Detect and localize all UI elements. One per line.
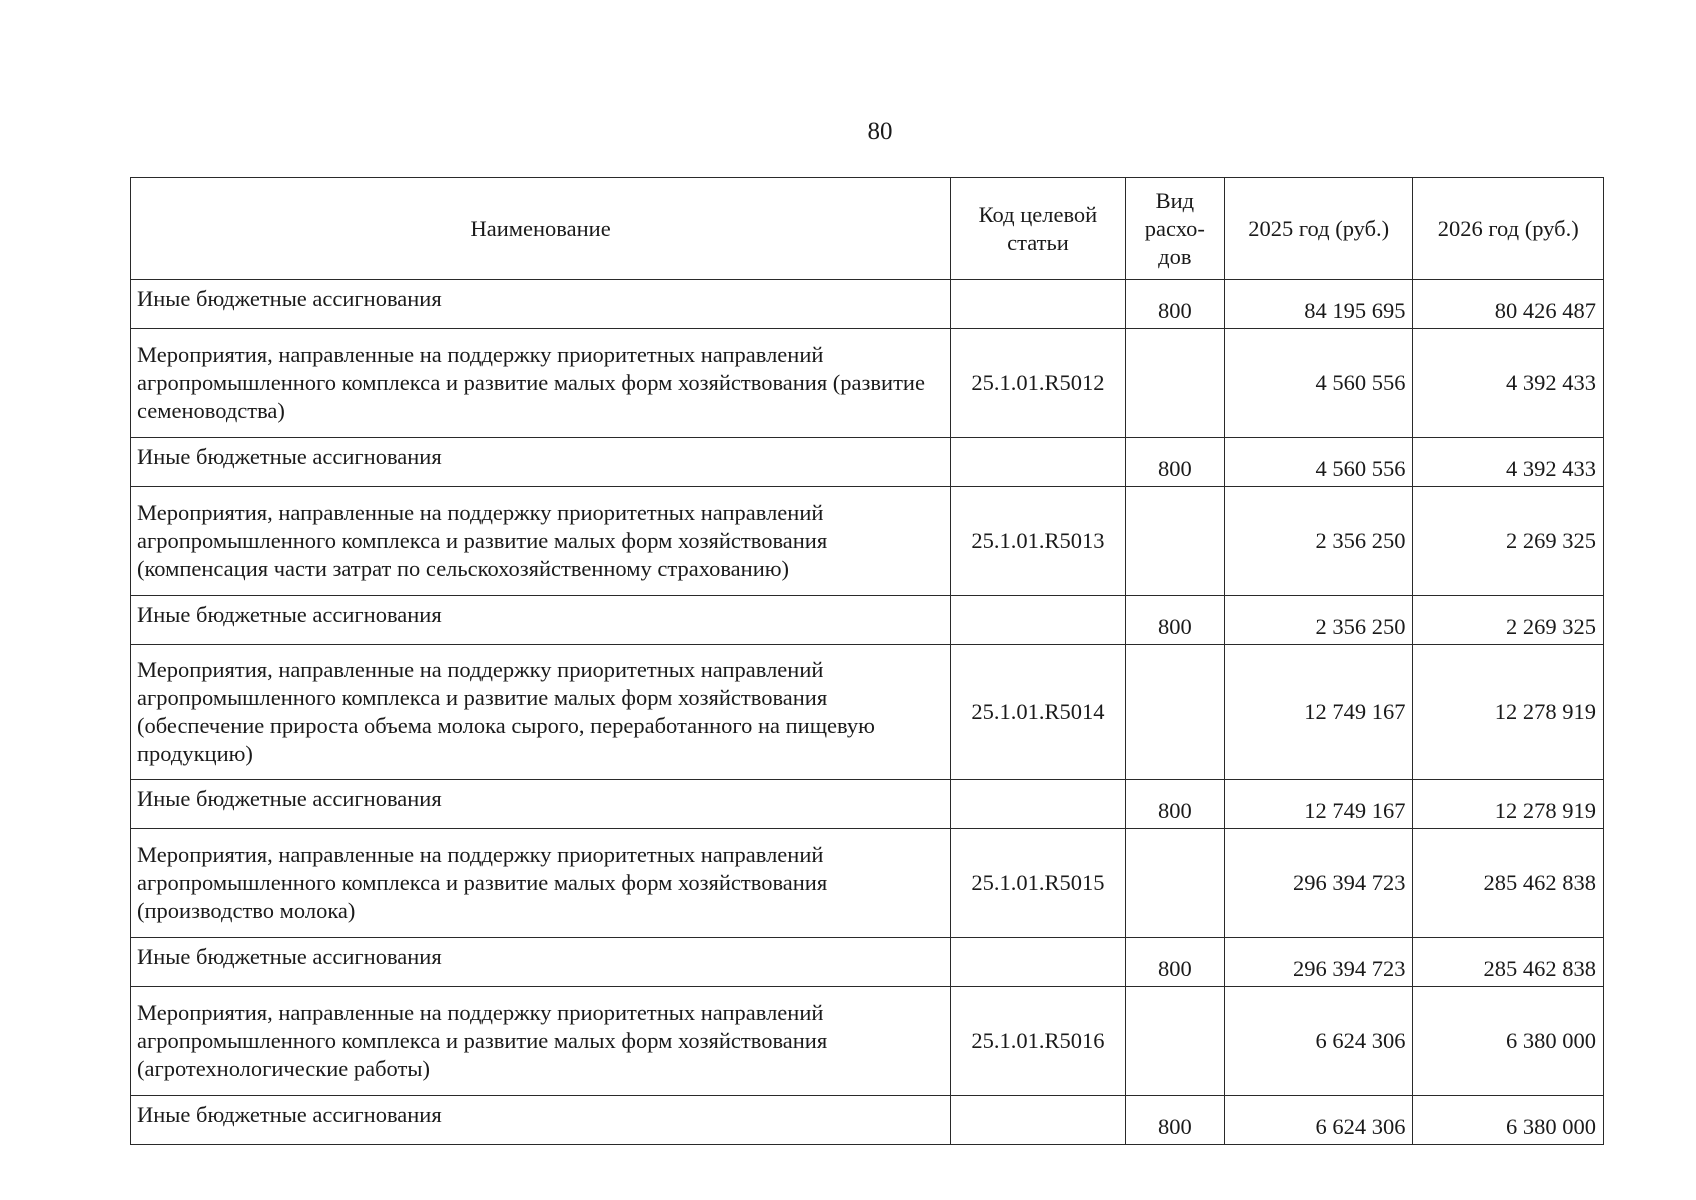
page-number: 80 [867, 118, 893, 145]
cell-2026: 4 392 433 [1413, 438, 1604, 487]
table-header-row [131, 178, 1604, 280]
cell-code: 25.1.01.R5013 [951, 487, 1125, 596]
cell-vid: 800 [1125, 438, 1224, 487]
cell-2025: 6 624 306 [1224, 1096, 1413, 1145]
table-row [131, 596, 1604, 645]
cell-2026: 6 380 000 [1413, 987, 1604, 1096]
cell-code: 25.1.01.R5015 [951, 829, 1125, 938]
cell-code [951, 1096, 1125, 1145]
cell-2026: 6 380 000 [1413, 1096, 1604, 1145]
table-row [131, 329, 1604, 438]
table-row [131, 487, 1604, 596]
cell-2026: 12 278 919 [1413, 645, 1604, 780]
cell-vid [1125, 987, 1224, 1096]
header-code: Код целевой статьи [951, 178, 1125, 280]
table-row [131, 438, 1604, 487]
cell-name: Иные бюджетные ассигнования [131, 438, 951, 487]
cell-2026: 2 269 325 [1413, 487, 1604, 596]
cell-2026: 285 462 838 [1413, 938, 1604, 987]
cell-code [951, 938, 1125, 987]
header-name: Наименование [131, 178, 951, 280]
cell-name: Иные бюджетные ассигнования [131, 780, 951, 829]
table-row [131, 645, 1604, 780]
header-vid: Вид расхо- дов [1125, 178, 1224, 280]
cell-vid [1125, 829, 1224, 938]
table-row [131, 280, 1604, 329]
cell-name: Мероприятия, направленные на поддержку приоритетных направлений агропромышленного комплекса и развитие малых форм хозяйствования (развитие семеноводства) [131, 329, 951, 438]
cell-name: Иные бюджетные ассигнования [131, 1096, 951, 1145]
cell-vid: 800 [1125, 280, 1224, 329]
cell-2025: 296 394 723 [1224, 938, 1413, 987]
cell-vid [1125, 487, 1224, 596]
cell-name: Мероприятия, направленные на поддержку приоритетных направлений агропромышленного комплекса и развитие малых форм хозяйствования (производство молока) [131, 829, 951, 938]
header-2026: 2026 год (руб.) [1413, 178, 1604, 280]
cell-2026: 4 392 433 [1413, 329, 1604, 438]
cell-vid: 800 [1125, 780, 1224, 829]
table-row [131, 938, 1604, 987]
table-row [131, 780, 1604, 829]
cell-2025: 2 356 250 [1224, 487, 1413, 596]
cell-2025: 2 356 250 [1224, 596, 1413, 645]
table-row [131, 829, 1604, 938]
cell-vid: 800 [1125, 938, 1224, 987]
cell-vid: 800 [1125, 1096, 1224, 1145]
header-2025: 2025 год (руб.) [1224, 178, 1413, 280]
cell-2025: 84 195 695 [1224, 280, 1413, 329]
cell-2025: 4 560 556 [1224, 438, 1413, 487]
table-row [131, 1096, 1604, 1145]
cell-2025: 12 749 167 [1224, 780, 1413, 829]
cell-2025: 296 394 723 [1224, 829, 1413, 938]
cell-name: Мероприятия, направленные на поддержку приоритетных направлений агропромышленного комплекса и развитие малых форм хозяйствования (компенсация части затрат по сельскохозяйственному страхованию) [131, 487, 951, 596]
cell-2026: 285 462 838 [1413, 829, 1604, 938]
cell-code: 25.1.01.R5016 [951, 987, 1125, 1096]
cell-2025: 4 560 556 [1224, 329, 1413, 438]
cell-code [951, 780, 1125, 829]
cell-2025: 12 749 167 [1224, 645, 1413, 780]
table-row [131, 987, 1604, 1096]
cell-vid: 800 [1125, 596, 1224, 645]
cell-name: Иные бюджетные ассигнования [131, 596, 951, 645]
cell-2026: 80 426 487 [1413, 280, 1604, 329]
budget-table [130, 177, 1604, 1145]
cell-code [951, 596, 1125, 645]
cell-2026: 12 278 919 [1413, 780, 1604, 829]
cell-vid [1125, 329, 1224, 438]
cell-code [951, 438, 1125, 487]
cell-code: 25.1.01.R5012 [951, 329, 1125, 438]
cell-name: Иные бюджетные ассигнования [131, 938, 951, 987]
cell-2025: 6 624 306 [1224, 987, 1413, 1096]
cell-name: Иные бюджетные ассигнования [131, 280, 951, 329]
cell-code: 25.1.01.R5014 [951, 645, 1125, 780]
cell-name: Мероприятия, направленные на поддержку приоритетных направлений агропромышленного комплекса и развитие малых форм хозяйствования (обеспечение прироста объема молока сырого, переработанного на пищевую продукцию) [131, 645, 951, 780]
cell-code [951, 280, 1125, 329]
cell-2026: 2 269 325 [1413, 596, 1604, 645]
cell-vid [1125, 645, 1224, 780]
cell-name: Мероприятия, направленные на поддержку приоритетных направлений агропромышленного комплекса и развитие малых форм хозяйствования (агротехнологические работы) [131, 987, 951, 1096]
